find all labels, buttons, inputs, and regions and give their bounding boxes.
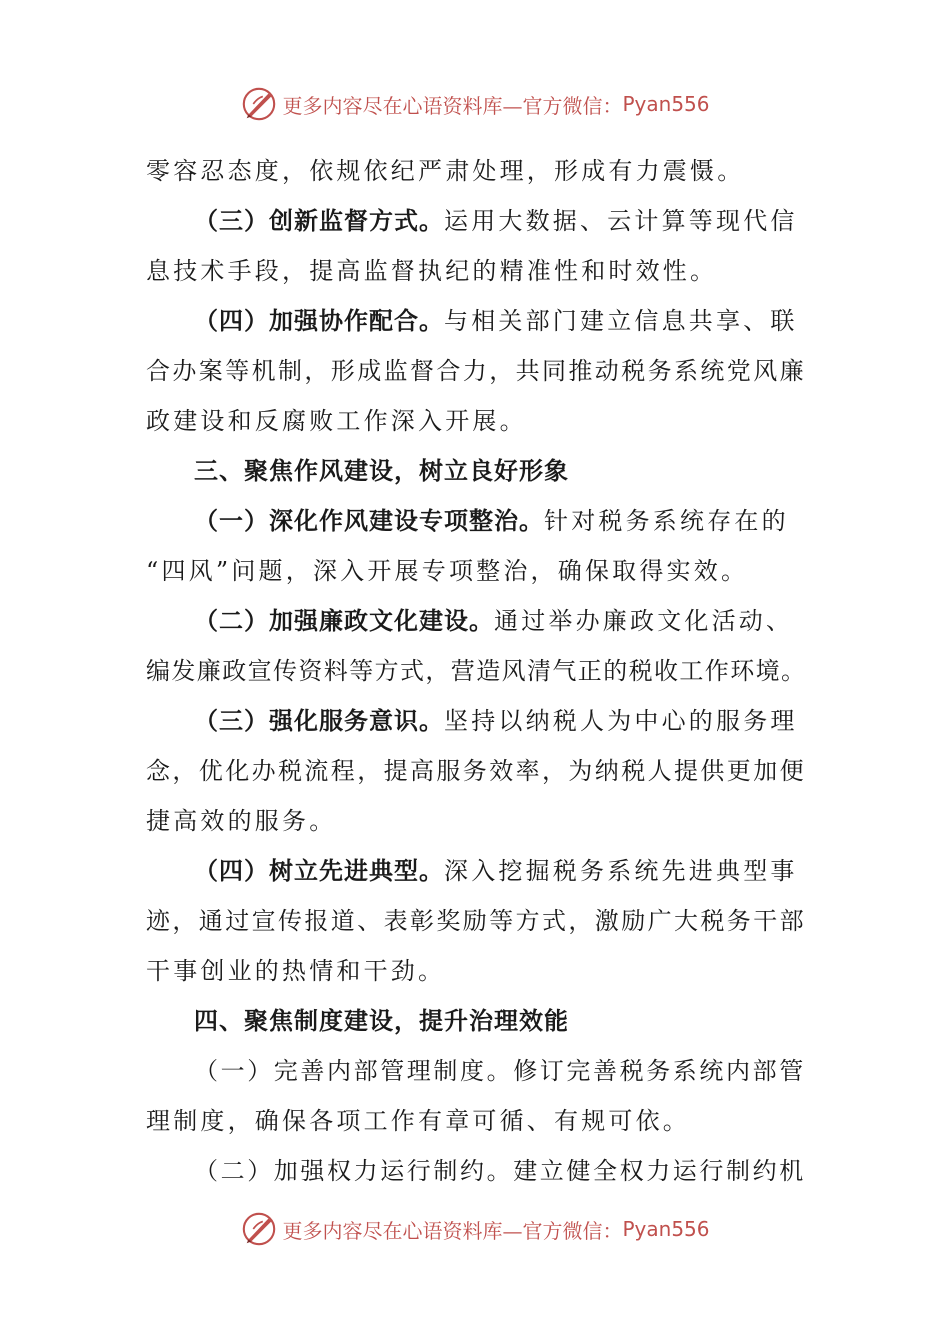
section-heading: [146, 446, 806, 496]
text-line: [146, 1046, 806, 1096]
subheading-text: （一）深化作风建设专项整治。: [194, 507, 544, 535]
line-text: 理制度，确保各项工作有章可循、有规可依。: [146, 1107, 690, 1135]
footer-banner: [0, 1209, 950, 1249]
line-text: 零容忍态度，依规依纪严肃处理，形成有力震慑。: [146, 157, 745, 185]
text-line: [146, 846, 806, 896]
line-text: 通过举办廉政文化活动、: [494, 607, 794, 635]
text-line: [146, 746, 806, 796]
pen-logo-icon: [240, 1210, 278, 1248]
line-text: 干事创业的热情和干劲。: [146, 957, 446, 985]
banner-text: 更多内容尽在心语资料库—官方微信：: [282, 1218, 623, 1243]
line-text: 与相关部门建立信息共享、联: [444, 307, 798, 335]
text-line: [146, 1146, 806, 1196]
text-line: [146, 296, 806, 346]
line-text: 政建设和反腐败工作深入开展。: [146, 407, 527, 435]
text-line: [146, 946, 806, 996]
text-line: [146, 696, 806, 746]
line-text: 合办案等机制，形成监督合力，共同推动税务系统党风廉: [146, 357, 806, 385]
text-line: [146, 596, 806, 646]
subheading-text: （四）加强协作配合。: [194, 307, 444, 335]
line-text: 迹，通过宣传报道、表彰奖励等方式，激励广大税务干部: [146, 907, 806, 935]
text-line: [146, 1096, 806, 1146]
pen-logo-icon: [240, 85, 278, 123]
text-line: [146, 346, 806, 396]
heading-text: 三、聚焦作风建设，树立良好形象: [194, 457, 569, 485]
text-line: [146, 896, 806, 946]
line-text: 捷高效的服务。: [146, 807, 337, 835]
line-text: “四风”问题，深入开展专项整治，确保取得实效。: [146, 557, 749, 585]
section-heading: [146, 996, 806, 1046]
line-text: （一）完善内部管理制度。修订完善税务系统内部管: [194, 1057, 806, 1085]
document-body: [146, 146, 806, 1196]
text-line: [146, 196, 806, 246]
banner-text: 更多内容尽在心语资料库—官方微信：: [282, 93, 623, 118]
subheading-text: （四）树立先进典型。: [194, 857, 444, 885]
subheading-text: （三）创新监督方式。: [194, 207, 444, 235]
text-line: [146, 646, 806, 696]
banner-wechat: Pyan556: [622, 1217, 710, 1241]
line-text: 坚持以纳税人为中心的服务理: [444, 707, 798, 735]
line-text: 深入挖掘税务系统先进典型事: [444, 857, 798, 885]
subheading-text: （三）强化服务意识。: [194, 707, 444, 735]
text-line: [146, 396, 806, 446]
subheading-text: （二）加强廉政文化建设。: [194, 607, 494, 635]
header-banner: [0, 84, 950, 124]
line-text: 念，优化办税流程，提高服务效率，为纳税人提供更加便: [146, 757, 806, 785]
line-text: 息技术手段，提高监督执纪的精准性和时效性。: [146, 257, 718, 285]
line-text: （二）加强权力运行制约。建立健全权力运行制约机: [194, 1157, 806, 1185]
line-text: 编发廉政宣传资料等方式，营造风清气正的税收工作环境。: [146, 657, 807, 685]
banner-wechat: Pyan556: [622, 92, 710, 116]
heading-text: 四、聚焦制度建设，提升治理效能: [194, 1007, 569, 1035]
text-line: [146, 796, 806, 846]
text-line: [146, 496, 806, 546]
line-text: 针对税务系统存在的: [544, 507, 789, 535]
text-line: [146, 146, 806, 196]
text-line: [146, 246, 806, 296]
line-text: 运用大数据、云计算等现代信: [444, 207, 798, 235]
text-line: [146, 546, 806, 596]
